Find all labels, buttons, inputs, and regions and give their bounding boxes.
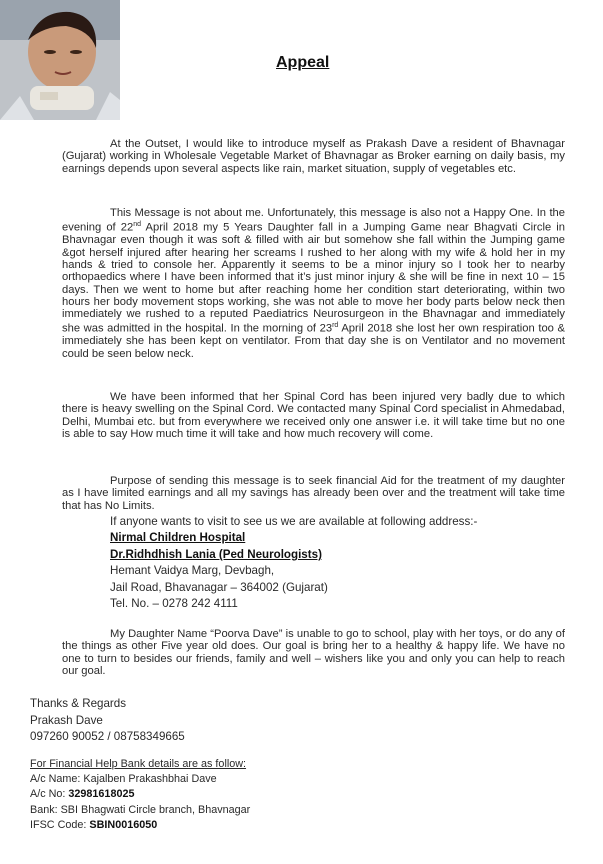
account-name: A/c Name: Kajalben Prakashbhai Dave [30,773,217,786]
superscript-rd: rd [332,322,339,330]
bank-details [30,757,250,833]
hospital-name: Nirmal Children Hospital [110,531,246,545]
account-number: 32981618025 [68,788,135,801]
child-photo-image [0,0,120,120]
page-title: Appeal [276,54,330,71]
address-line-2: Jail Road, Bhavanagar – 364002 (Gujarat) [110,580,328,594]
account-number-row [30,787,250,802]
ifsc-code: SBIN0016050 [89,818,158,831]
child-photo [0,0,120,120]
ifsc-row [30,818,250,833]
paragraph-incident-part-2: April 2018 my 5 Years Daughter fall in a Jumping Game near Bhagvati Circle in Bhavnagar even though it was soft & filled with air but somehow she fall within the Jumping game &got herself injured after hearing her screams I rushed to her along with my wife & hold her in my hands & tried to console her. Apparently it seems to be a minor injury so I took her to nearby orthopaedics where I have been informed that it’s just minor injury & she will be fine in next 10 – 15 days. Then we went to home but after reaching home her condition start deteriorating, within two hours her body movement stops working, she was not able to move her body parts below neck then immediately we rushed to a reputed Paediatrics Neurosurgeon in the Bhavnagar and immediately she was admitted in the hospital. In the morning of 23 [62,222,565,336]
hospital-telephone: Tel. No. – 0278 242 4111 [110,597,238,611]
paragraph-incident-part-3: April 2018 she lost her own respiration too & immediately she has been kept on ventilator. From that day she is on Ventilator and no movement could be seen below neck. [62,323,565,360]
ifsc-label: IFSC Code: [30,818,90,831]
account-number-label: A/c No: [30,788,69,801]
paragraph-intro: At the Outset, I would like to introduce myself as Prakash Dave a resident of Bhavnagar (Gujarat) working in Wholesale Vegetable Market of Bhavnagar as Broker earning on daily basis, my earnings depends upon several aspects like rain, market situation, supply of vegetables etc. [62,138,565,175]
superscript-nd: nd [133,221,142,229]
paragraph-incident-part-1: This Message is not about me. Unfortunately, this message is also not a Happy One. In the evening of 22 [62,207,565,235]
doctor-name: Dr.Ridhdhish Lania (Ped Neurologists) [110,547,322,561]
address-block [110,514,477,612]
sender-phones: 097260 90052 / 08758349665 [30,730,185,743]
paragraph-incident [62,207,565,360]
address-line-1: Hemant Vaidya Marg, Devbagh, [110,564,275,578]
bank-branch: Bank: SBI Bhagwati Circle branch, Bhavnagar [30,803,251,816]
closing-block [30,696,185,746]
address-intro: If anyone wants to visit to see us we are available at following address:- [110,515,478,528]
paragraph-purpose: Purpose of sending this message is to seek financial Aid for the treatment of my daughter as I have limited earnings and all my savings has already been over and the treatment will take time that has No Limits. [62,475,565,512]
closing-thanks: Thanks & Regards [30,697,127,710]
bank-heading: For Financial Help Bank details are as follow: [30,758,247,770]
paragraph-goal: My Daughter Name “Poorva Dave” is unable to go to school, play with her toys, or do any of the things as other Five year old does. Our goal is bring her to a healthy & happy life. We have no one to turn to besides our friends, family and well – wishers like you and only you can help to reach our goal. [62,628,565,677]
paragraph-diagnosis: We have been informed that her Spinal Cord has been injured very badly due to which there is heavy swelling on the Spinal Cord. We contacted many Spinal Cord specialist in Ahmedabad, Delhi, Mumbai etc. but from everywhere we received only one answer i.e. it will take time but no one is able to say How much time it will take and how much recovery will come. [62,391,565,440]
sender-name: Prakash Dave [30,713,103,727]
